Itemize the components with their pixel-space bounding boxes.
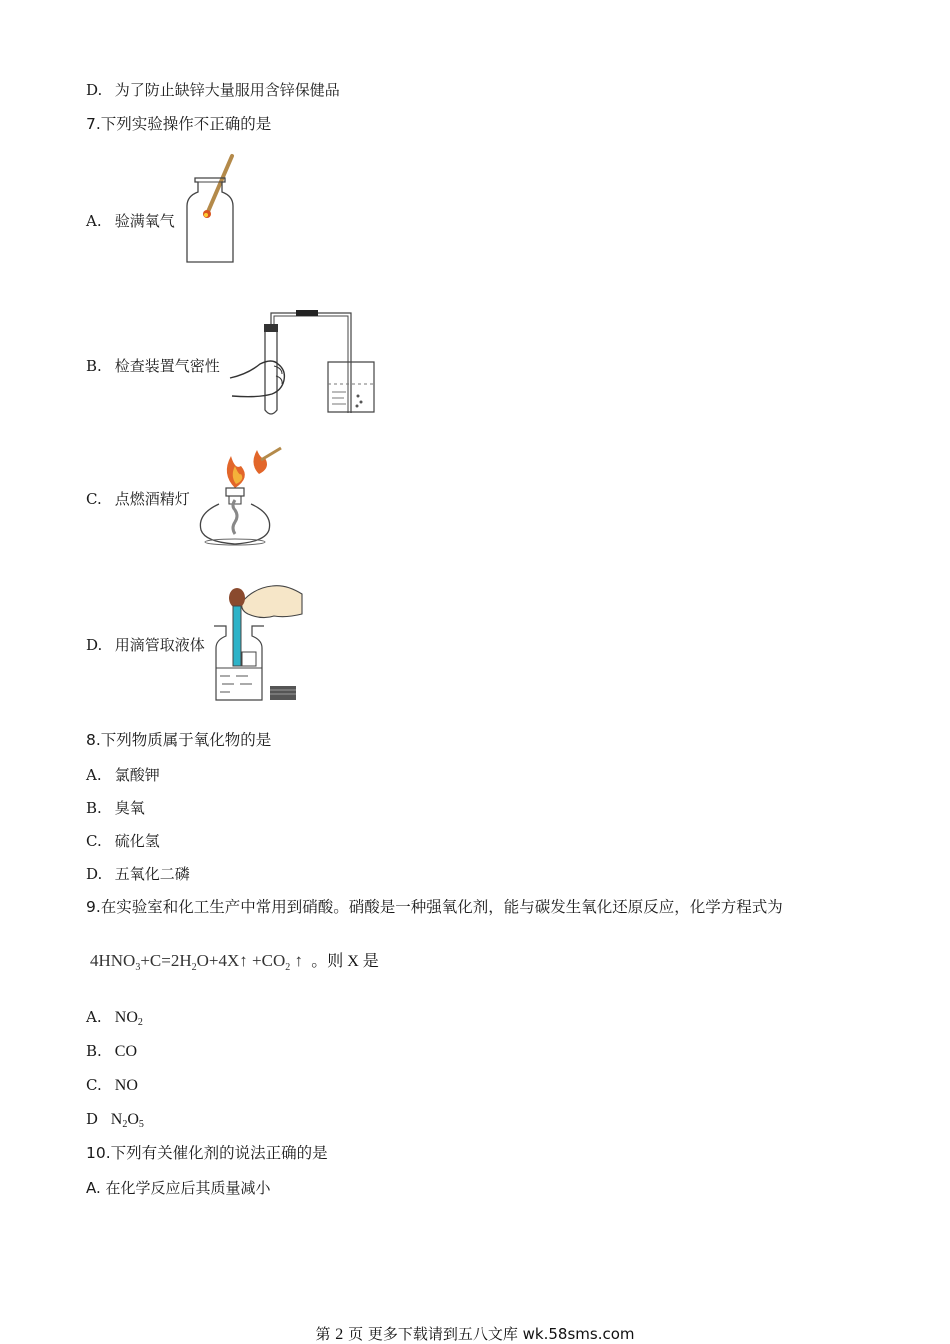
page-number: 2 xyxy=(335,1326,344,1343)
dropper-icon xyxy=(208,572,308,707)
q9-option-d xyxy=(86,1109,144,1135)
option-letter: B. xyxy=(86,1042,102,1060)
q8-option-d xyxy=(86,864,190,884)
option-formula xyxy=(115,1009,143,1026)
chemical-equation xyxy=(90,948,379,973)
equation-part: ↑ xyxy=(290,951,303,970)
q9-option-c xyxy=(86,1075,138,1096)
option-formula: CO xyxy=(114,1043,138,1060)
option-formula xyxy=(111,1111,144,1128)
option-letter: D. xyxy=(86,81,103,99)
option-letter: C. xyxy=(86,1076,102,1094)
option-letter: A. xyxy=(86,766,102,784)
option-letter: D. xyxy=(86,636,103,654)
q7-option-a xyxy=(86,211,175,231)
formula-subscript: 2 xyxy=(137,1017,143,1028)
alcohol-lamp-icon xyxy=(195,440,285,548)
option-letter: A. xyxy=(86,212,102,230)
formula-part: O xyxy=(127,1111,139,1128)
option-text: 臭氧 xyxy=(114,799,145,817)
footer-text: 页 更多下载请到五八文库 xyxy=(348,1325,518,1343)
equation-subscript: 2 xyxy=(191,962,197,973)
question-8-stem: 8.下列物质属于氧化物的是 xyxy=(86,731,272,749)
q9-option-a xyxy=(86,1007,143,1033)
option-text: 验满氧气 xyxy=(114,212,175,230)
option-letter: A. xyxy=(86,1008,102,1026)
option-text: 五氧化二磷 xyxy=(114,865,190,883)
equation-part: O+4X↑ +CO xyxy=(196,951,286,970)
oxygen-full-test-icon xyxy=(185,152,245,267)
equation-subscript: 2 xyxy=(285,962,291,973)
q7-option-b xyxy=(86,356,220,376)
equation-part: 4HNO xyxy=(90,951,136,970)
option-text: 氯酸钾 xyxy=(114,766,160,784)
equation-subscript: 3 xyxy=(135,962,141,973)
page-footer xyxy=(0,1323,950,1344)
option-letter: D xyxy=(86,1110,99,1128)
option-letter: C. xyxy=(86,490,102,508)
q7-option-c xyxy=(86,489,190,509)
option-letter: D. xyxy=(86,865,103,883)
formula-part: NO xyxy=(114,1009,138,1026)
option-formula: NO xyxy=(114,1077,138,1094)
q7-option-d xyxy=(86,635,205,655)
option-text: 为了防止缺锌大量服用含锌保健品 xyxy=(114,81,340,99)
option-letter: B. xyxy=(86,357,102,375)
formula-part: N xyxy=(110,1111,123,1128)
footer-prefix: 第 xyxy=(315,1325,331,1343)
question-7-stem: 7.下列实验操作不正确的是 xyxy=(86,115,272,133)
equation-tail: 。则 X 是 xyxy=(311,953,379,970)
q8-option-a xyxy=(86,765,160,785)
prev-option-d xyxy=(86,80,340,100)
question-10-stem: 10.下列有关催化剂的说法正确的是 xyxy=(86,1144,328,1162)
option-letter: B. xyxy=(86,799,102,817)
q8-option-c xyxy=(86,831,160,851)
footer-site-link[interactable]: wk.58sms.com xyxy=(522,1325,635,1343)
option-text: 用滴管取液体 xyxy=(114,636,205,654)
equation-part: +C=2H xyxy=(140,951,192,970)
question-9-stem: 9.在实验室和化工生产中常用到硝酸。硝酸是一种强氧化剂，能与碳发生氧化还原反应，化学方程式为 xyxy=(86,898,783,916)
q8-option-b xyxy=(86,798,145,818)
airtightness-check-icon xyxy=(228,304,378,419)
formula-subscript: 5 xyxy=(138,1119,144,1130)
formula-subscript: 2 xyxy=(122,1119,128,1130)
option-text: 检查装置气密性 xyxy=(114,357,220,375)
option-text: 硫化氢 xyxy=(114,832,160,850)
q9-option-b xyxy=(86,1041,137,1062)
option-text: 点燃酒精灯 xyxy=(114,490,190,508)
option-letter: C. xyxy=(86,832,102,850)
q10-option-a: A. 在化学反应后其质量减小 xyxy=(86,1179,271,1197)
